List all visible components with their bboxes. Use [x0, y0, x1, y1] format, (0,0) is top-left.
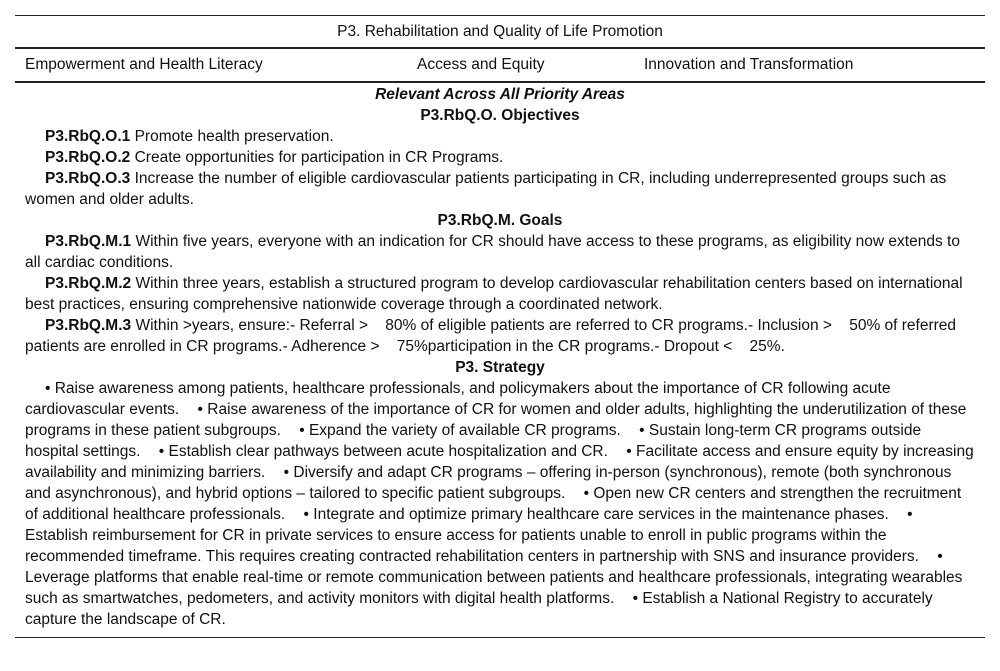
objective-item — [25, 147, 975, 168]
objective-code: P3.RbQ.O.3 — [45, 170, 131, 187]
goal-code: P3.RbQ.M.1 — [45, 233, 132, 250]
table-title-row — [15, 16, 985, 49]
objective-text: Promote health preservation. — [134, 128, 334, 145]
objective-item — [25, 126, 975, 147]
goals-heading: P3.RbQ.M. Goals — [437, 212, 563, 229]
pillar-access: Access and Equity — [417, 56, 545, 73]
strategy-text: Establish reimbursement for CR in private services to ensure access for patients unable to enroll in public programs within the recommended timeframe. This requires creating contracted rehabilitation centers in partnership with SNS and insurance providers. — [25, 527, 919, 565]
strategy-text: Raise awareness among patients, healthcare professionals, and policymakers about the importance of CR following acute cardiovascular events. — [25, 380, 891, 418]
bullet-icon: • — [907, 506, 913, 523]
strategy-text: Open new CR centers and strengthen the recruitment of additional healthcare professionals. — [25, 485, 962, 523]
strategy-item — [304, 506, 889, 523]
goal-code: P3.RbQ.M.3 — [45, 317, 132, 334]
goal-text: Within >years, ensure:- Referral > 80% of eligible patients are referred to CR programs.- Inclusion > 50% of referred patients are enrolled in CR programs.- Adherence > 75%participation in the CR programs.- Dropout < 25%. — [25, 317, 961, 355]
pillar-empowerment: Empowerment and Health Literacy — [25, 56, 263, 73]
strategy-text: Sustain long-term CR programs outside hospital settings. — [25, 422, 922, 460]
strategy-text: Integrate and optimize primary healthcare care services in the maintenance phases. — [313, 506, 889, 523]
strategy-item — [299, 422, 621, 439]
strategy-text: Expand the variety of available CR programs. — [308, 422, 621, 439]
goal-text: Within three years, establish a structured program to develop cardiovascular rehabilitation centers based on international best practices, ensuring comprehensive nationwide coverage through a coordinated network. — [25, 275, 963, 313]
goal-item — [25, 315, 975, 357]
strategy-text: Establish clear pathways between acute hospitalization and CR. — [168, 443, 608, 460]
across-label: Relevant Across All Priority Areas — [375, 86, 625, 103]
bullet-icon: • — [626, 443, 636, 460]
strategy-text: Establish a National Registry to accurately capture the landscape of CR. — [25, 590, 933, 628]
bullet-icon: • — [45, 380, 55, 397]
bullet-icon: • — [583, 485, 594, 502]
objective-text: Increase the number of eligible cardiovascular patients participating in CR, including underrepresented groups such as women and older adults. — [25, 170, 947, 208]
bullet-icon: • — [299, 422, 309, 439]
goal-code: P3.RbQ.M.2 — [45, 275, 132, 292]
strategy-list — [25, 378, 975, 630]
bullet-icon: • — [283, 464, 294, 481]
policy-table — [15, 15, 985, 638]
table-title: P3. Rehabilitation and Quality of Life Promotion — [337, 23, 663, 40]
strategy-text: Leverage platforms that enable real-time or remote communication between patients and healthcare professionals, integrating wearables such as smartwatches, pedometers, and activity monitors with digital health platforms. — [25, 569, 963, 607]
strategy-text: Facilitate access and ensure equity by increasing availability and minimizing barriers. — [25, 443, 974, 481]
bullet-icon: • — [158, 443, 169, 460]
bullet-icon: • — [197, 401, 208, 418]
bullet-icon: • — [303, 506, 314, 523]
table-body — [15, 83, 985, 637]
objective-code: P3.RbQ.O.1 — [45, 128, 131, 145]
objective-item — [25, 168, 975, 210]
bullet-icon: • — [639, 422, 649, 439]
strategy-text: Raise awareness of the importance of CR for women and older adults, highlighting the underutilization of these programs in these patient subgroups. — [25, 401, 967, 439]
goal-text: Within five years, everyone with an indication for CR should have access to these programs, as eligibility now extends to all cardiac conditions. — [25, 233, 960, 271]
goal-item — [25, 273, 975, 315]
bullet-icon: • — [632, 590, 643, 607]
pillar-innovation: Innovation and Transformation — [644, 56, 854, 73]
objective-text: Create opportunities for participation in CR Programs. — [134, 149, 504, 166]
bullet-icon: • — [937, 548, 943, 565]
strategy-heading: P3. Strategy — [455, 359, 545, 376]
strategy-text: Diversify and adapt CR programs – offering in-person (synchronous), remote (both synchronous and asynchronous), and hybrid options – tailored to specific patient subgroups. — [25, 464, 952, 502]
objective-code: P3.RbQ.O.2 — [45, 149, 131, 166]
pillars-row — [15, 49, 985, 83]
goal-item — [25, 231, 975, 273]
strategy-item — [159, 443, 608, 460]
objectives-heading: P3.RbQ.O. Objectives — [420, 107, 580, 124]
